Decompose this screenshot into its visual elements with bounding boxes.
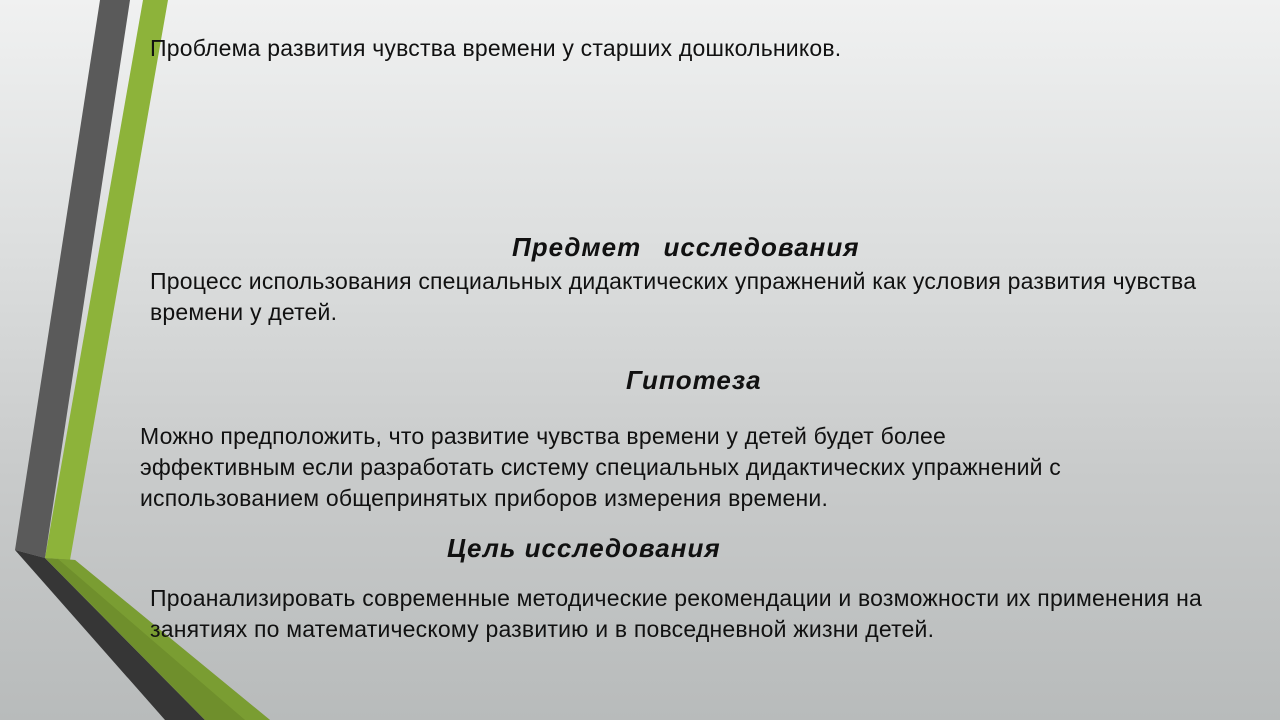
subject-text: Процесс использования специальных дидактических упражнений как условия развития чувства времени у детей. xyxy=(150,268,1197,325)
subject-heading: Предмет исследования xyxy=(512,232,860,262)
problem-statement: Проблема развития чувства времени у старших дошкольников. xyxy=(150,35,842,61)
goal-text: Проанализировать современные методические рекомендации и возможности их применения на занятиях по математическому развитию и в повседневной жизни детей. xyxy=(150,585,1202,642)
goal-heading: Цель исследования xyxy=(447,533,721,563)
hypothesis-heading: Гипотеза xyxy=(626,365,762,395)
hypothesis-text: Можно предположить, что развитие чувства времени у детей будет более эффективным если разработать систему специальных дидактических упражнений с использованием общепринятых приборов измерения времени. xyxy=(140,423,1061,511)
